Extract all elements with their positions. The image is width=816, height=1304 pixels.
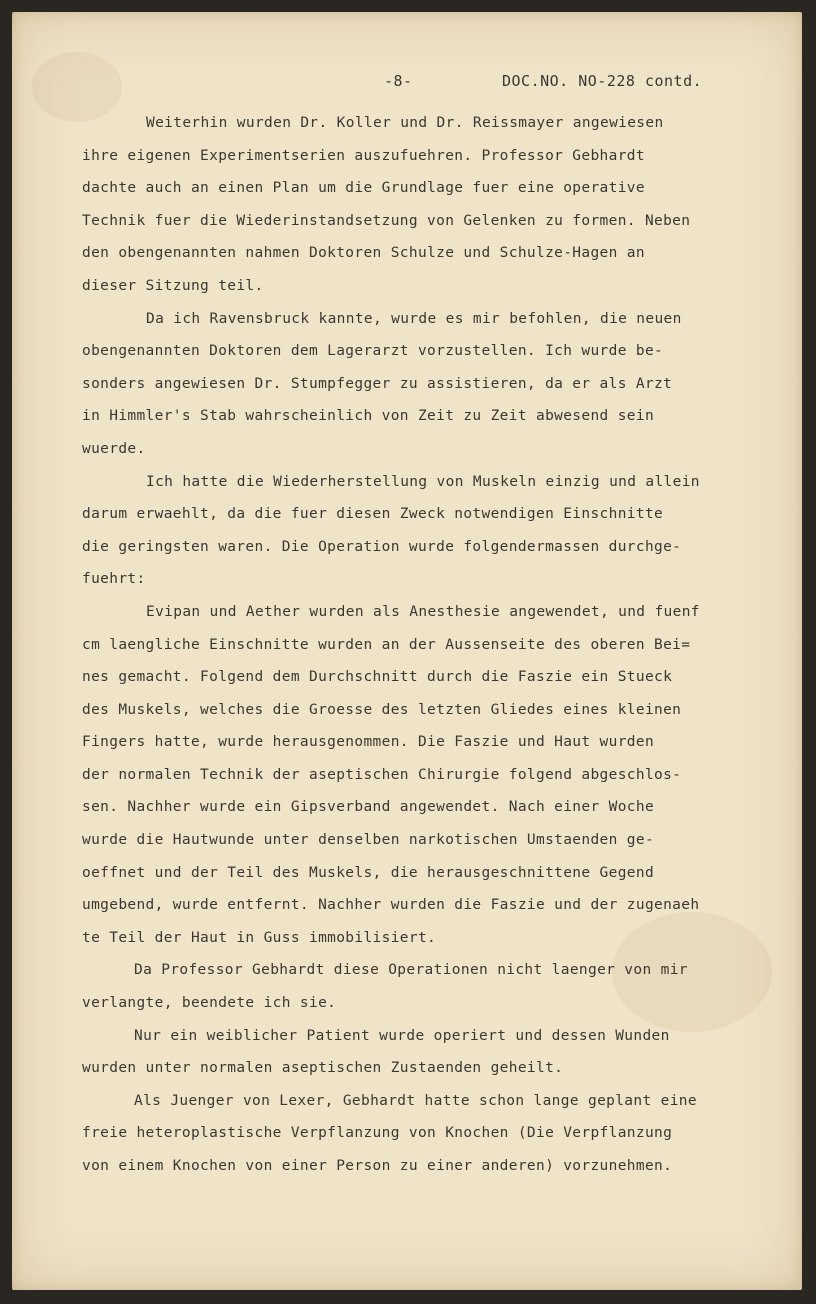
- text-line: der normalen Technik der aseptischen Chirurgie folgend abgeschlos-: [82, 766, 682, 783]
- text-line: sen. Nachher wurde ein Gipsverband angewendet. Nach einer Woche: [82, 799, 655, 816]
- text-line: Evipan und Aether wurden als Anesthesie angewendet, und fuenf: [146, 603, 700, 620]
- text-line: den obengenannten nahmen Doktoren Schulze und Schulze-Hagen an: [82, 245, 645, 262]
- text-line: von einem Knochen von einer Person zu einer anderen) vorzunehmen.: [82, 1158, 673, 1174]
- text-line: umgebend, wurde entfernt. Nachher wurden die Faszie und der zugenaeh: [82, 897, 700, 914]
- text-line: sonders angewiesen Dr. Stumpfegger zu assistieren, da er als Arzt: [82, 375, 673, 392]
- text-line: Da ich Ravensbruck kannte, wurde es mir befohlen, die neuen: [146, 310, 682, 327]
- text-line: obengenannten Doktoren dem Lagerarzt vorzustellen. Ich wurde be-: [82, 343, 664, 360]
- text-line: cm laengliche Einschnitte wurden an der Aussenseite des oberen Bei=: [82, 636, 691, 653]
- text-line: wurde die Hautwunde unter denselben narkotischen Umstaenden ge-: [82, 832, 655, 849]
- text-line: te Teil der Haut in Guss immobilisiert.: [82, 929, 437, 946]
- text-line: Weiterhin wurden Dr. Koller und Dr. Reissmayer angewiesen: [146, 115, 664, 131]
- text-line: die geringsten waren. Die Operation wurde folgendermassen durchge-: [82, 538, 682, 555]
- document-number: DOC.NO. NO-228 contd.: [502, 72, 703, 90]
- text-line: Als Juenger von Lexer, Gebhardt hatte schon lange geplant eine: [134, 1092, 697, 1109]
- text-line: dieser Sitzung teil.: [82, 277, 264, 294]
- document-page: [12, 12, 802, 1290]
- page-number: -8-: [384, 72, 413, 90]
- text-line: wuerde.: [82, 440, 146, 457]
- text-line: dachte auch an einen Plan um die Grundlage fuer eine operative: [82, 180, 645, 197]
- typewritten-body: [82, 107, 752, 1183]
- text-line: wurden unter normalen aseptischen Zustaenden geheilt.: [82, 1060, 564, 1077]
- text-line: verlangte, beendete ich sie.: [82, 995, 337, 1012]
- text-line: Ich hatte die Wiederherstellung von Muskeln einzig und allein: [146, 473, 700, 490]
- text-line: in Himmler's Stab wahrscheinlich von Zeit zu Zeit abwesend sein: [82, 408, 655, 425]
- text-line: nes gemacht. Folgend dem Durchschnitt durch die Faszie ein Stueck: [82, 669, 673, 686]
- text-line: Technik fuer die Wiederinstandsetzung von Gelenken zu formen. Neben: [82, 212, 691, 229]
- page-header: [12, 72, 802, 92]
- text-line: darum erwaehlt, da die fuer diesen Zweck notwendigen Einschnitte: [82, 506, 664, 523]
- text-line: fuehrt:: [82, 571, 146, 588]
- text-line: freie heteroplastische Verpflanzung von Knochen (Die Verpflanzung: [82, 1125, 673, 1142]
- text-line: des Muskels, welches die Groesse des letzten Gliedes eines kleinen: [82, 701, 682, 718]
- text-line: Fingers hatte, wurde herausgenommen. Die Faszie und Haut wurden: [82, 734, 655, 751]
- text-line: oeffnet und der Teil des Muskels, die herausgeschnittene Gegend: [82, 864, 655, 881]
- text-line: ihre eigenen Experimentserien auszufuehren. Professor Gebhardt: [82, 147, 645, 164]
- text-line: Nur ein weiblicher Patient wurde operiert und dessen Wunden: [134, 1027, 670, 1044]
- text-line: Da Professor Gebhardt diese Operationen nicht laenger von mir: [134, 962, 688, 979]
